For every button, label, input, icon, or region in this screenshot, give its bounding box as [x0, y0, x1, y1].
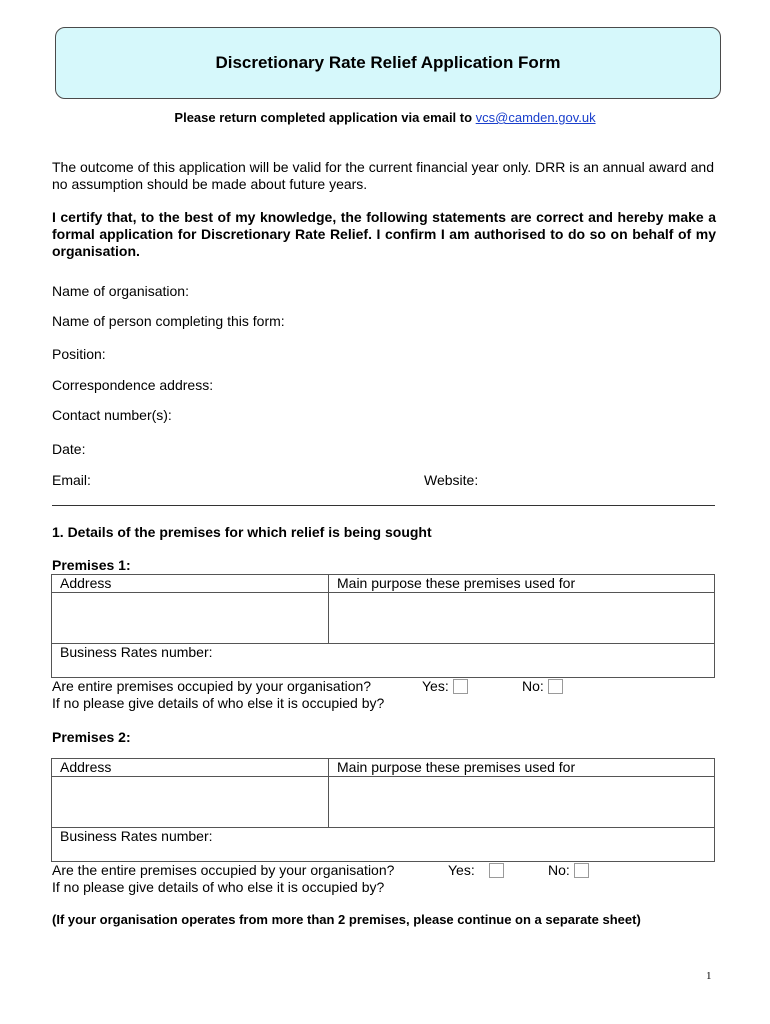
intro-paragraph: The outcome of this application will be valid for the current financial year only. DRR is an annual award and no assumption should be made about future years.	[52, 159, 714, 192]
premises-1-yes-checkbox[interactable]	[453, 679, 468, 694]
premises-1-purpose-cell[interactable]	[329, 593, 715, 644]
certify-paragraph: I certify that, to the best of my knowledge, the following statements are correct and hereby make a formal application for Discretionary Rate Relief. I confirm I am authorised to do so on behalf of my organisation.	[52, 209, 716, 259]
premises-1-address-header: Address	[52, 575, 329, 593]
person-field-label: Name of person completing this form:	[52, 313, 285, 329]
premises-1-no-checkbox[interactable]	[548, 679, 563, 694]
website-field-label: Website:	[424, 472, 479, 488]
return-text: Please return completed application via email to	[174, 110, 476, 125]
form-title: Discretionary Rate Relief Application Form	[215, 53, 561, 72]
premises-2-no-label: No:	[548, 862, 570, 878]
premises-1-table	[51, 574, 715, 678]
premises-2-rates-cell[interactable]	[52, 828, 715, 862]
premises-1-purpose-header: Main purpose these premises used for	[329, 575, 715, 593]
premises-1-no	[522, 678, 563, 695]
premises-2-question: Are the entire premises occupied by your organisation?	[52, 862, 395, 878]
premises-1-rates-cell[interactable]	[52, 644, 715, 678]
address-field-label: Correspondence address:	[52, 377, 214, 393]
premises-2-yes	[448, 862, 504, 879]
organisation-field-label: Name of organisation:	[52, 283, 189, 299]
premises-1-address-cell[interactable]	[52, 593, 329, 644]
premises-2-purpose-cell[interactable]	[329, 777, 715, 828]
divider	[52, 505, 715, 506]
return-email-link[interactable]: vcs@camden.gov.uk	[475, 110, 596, 125]
premises-2-address-header: Address	[52, 759, 329, 777]
premises-2-details: If no please give details of who else it is occupied by?	[52, 879, 385, 895]
premises-2-rates-label: Business Rates number:	[60, 828, 213, 844]
premises-1-details: If no please give details of who else it is occupied by?	[52, 695, 385, 711]
date-field-label: Date:	[52, 441, 86, 457]
form-title-box	[55, 27, 721, 99]
premises-note: (If your organisation operates from more than 2 premises, please continue on a separate sheet)	[52, 912, 641, 927]
premises-2-label: Premises 2:	[52, 729, 131, 745]
premises-2-yes-label: Yes:	[448, 862, 475, 878]
premises-2-table	[51, 758, 715, 862]
premises-2-purpose-header: Main purpose these premises used for	[329, 759, 715, 777]
premises-2-occupancy-question	[52, 862, 394, 879]
premises-1-question: Are entire premises occupied by your organisation?	[52, 678, 372, 694]
return-instruction	[0, 110, 770, 125]
premises-1-label: Premises 1:	[52, 557, 131, 573]
premises-1-occupancy-question	[52, 678, 371, 695]
premises-2-address-cell[interactable]	[52, 777, 329, 828]
premises-2-yes-checkbox[interactable]	[489, 863, 504, 878]
premises-1-yes	[422, 678, 468, 695]
position-field-label: Position:	[52, 346, 106, 362]
premises-1-rates-label: Business Rates number:	[60, 644, 213, 660]
premises-2-no	[548, 862, 589, 879]
premises-1-yes-label: Yes:	[422, 678, 449, 694]
email-field-label: Email:	[52, 472, 91, 488]
premises-1-no-label: No:	[522, 678, 544, 694]
contact-field-label: Contact number(s):	[52, 407, 172, 423]
section-1-title: 1. Details of the premises for which relief is being sought	[52, 524, 432, 540]
page-number: 1	[706, 970, 712, 982]
premises-2-no-checkbox[interactable]	[574, 863, 589, 878]
